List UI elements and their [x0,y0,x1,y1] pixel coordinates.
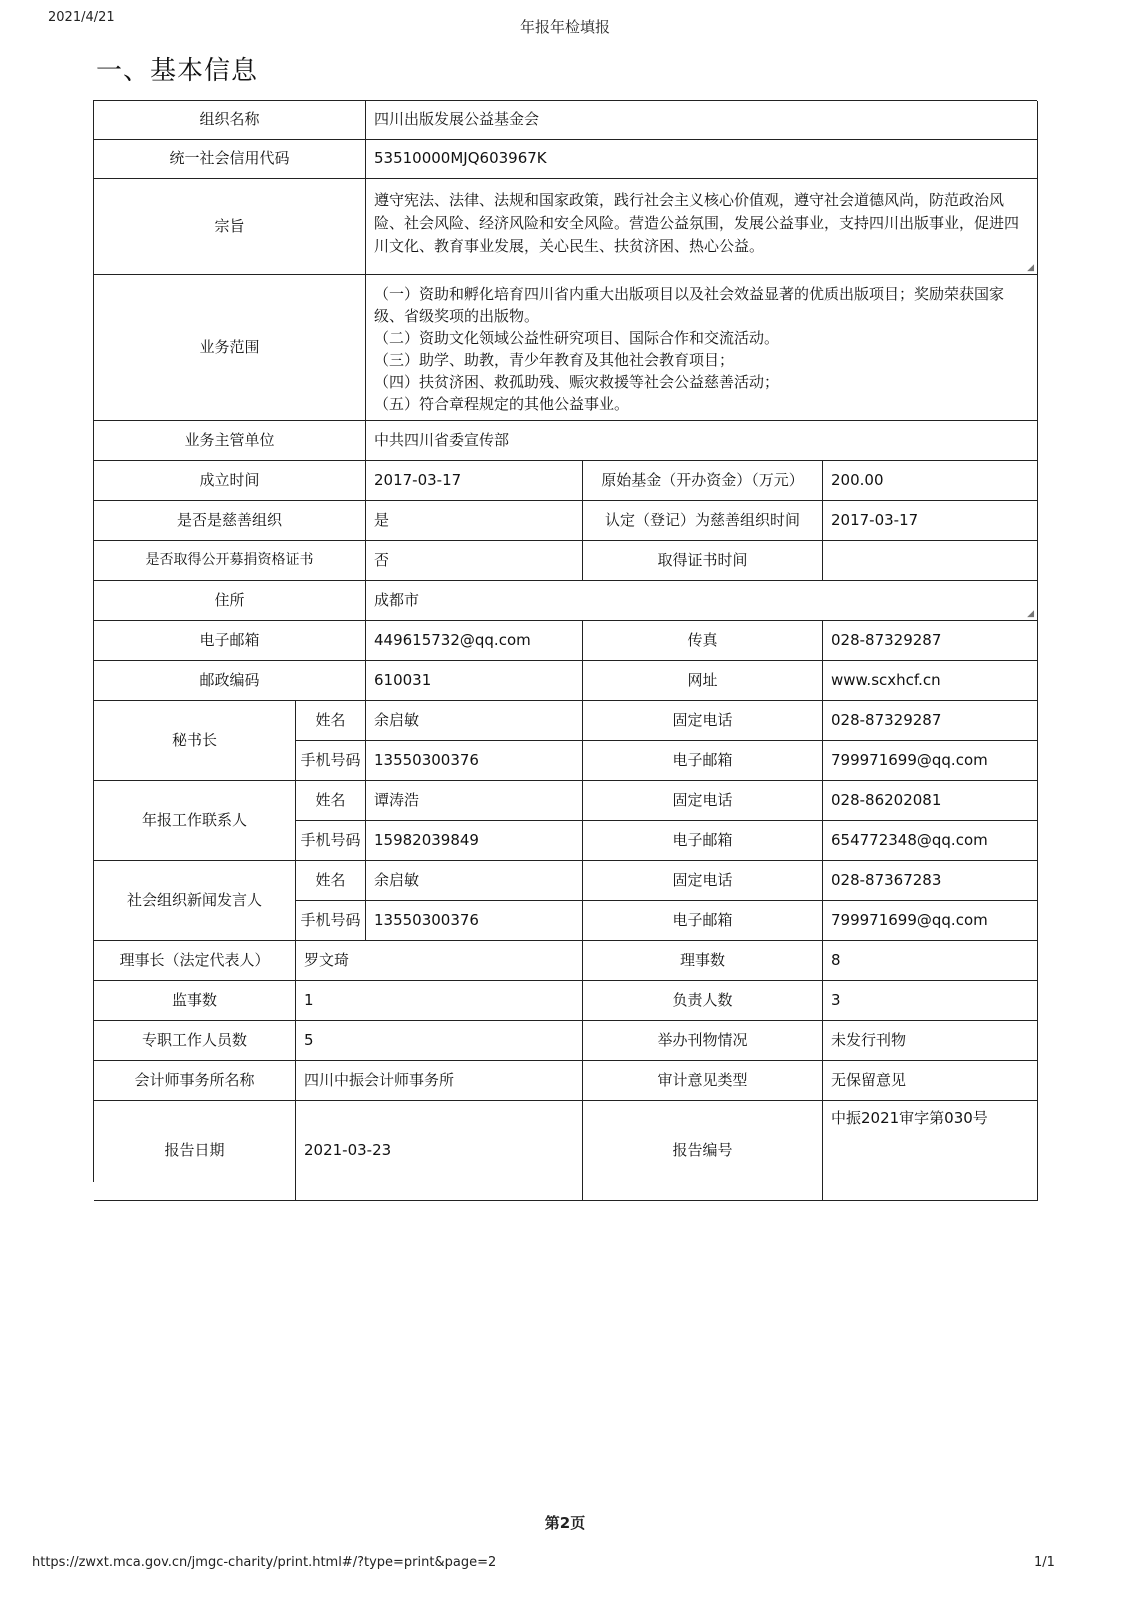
contact-email-value: 654772348@qq.com [823,821,1038,861]
directors-label: 理事数 [583,941,823,981]
fund-label: 原始基金（开办资金）（万元） [583,461,823,501]
contact-mobile-value: 15982039849 [366,821,583,861]
scope-item: （五）符合章程规定的其他公益事业。 [374,395,630,413]
leaders-value: 3 [823,981,1038,1021]
spokesperson-mobile-label: 手机号码 [296,901,366,941]
address-label: 住所 [94,581,366,621]
fundraise-label: 是否取得公开募捐资格证书 [94,541,366,581]
report-no-label: 报告编号 [583,1101,823,1201]
spokesperson-name-label: 姓名 [296,861,366,901]
spokesperson-email-value: 799971699@qq.com [823,901,1038,941]
scope-item: （四）扶贫济困、救孤助残、赈灾救援等社会公益慈善活动； [374,373,780,391]
spokesperson-label: 社会组织新闻发言人 [94,861,296,941]
address-text: 成都市 [374,590,420,609]
purpose-label: 宗旨 [94,179,366,275]
secretary-mobile-label: 手机号码 [296,741,366,781]
supervisors-value: 1 [296,981,583,1021]
cert-date-value [823,541,1038,581]
chair-label: 理事长（法定代表人） [94,941,296,981]
report-date-label: 报告日期 [94,1101,296,1201]
secretary-email-label: 电子邮箱 [583,741,823,781]
contact-label: 年报工作联系人 [94,781,296,861]
page-header-title: 年报年检填报 [519,18,610,36]
fax-value: 028-87329287 [823,621,1038,661]
website-label: 网址 [583,661,823,701]
secretary-email-value: 799971699@qq.com [823,741,1038,781]
footer-page-count: 1/1 [1034,1555,1055,1570]
spokesperson-phone-value: 028-87367283 [823,861,1038,901]
secretary-name-label: 姓名 [296,701,366,741]
staff-value: 5 [296,1021,583,1061]
org-name-value: 四川出版发展公益基金会 [366,101,1038,140]
spokesperson-mobile-value: 13550300376 [366,901,583,941]
resize-handle-icon: ◢ [1027,263,1034,273]
secretary-phone-value: 028-87329287 [823,701,1038,741]
founded-label: 成立时间 [94,461,366,501]
address-value [366,581,1038,621]
contact-name-label: 姓名 [296,781,366,821]
scope-value [366,275,1038,421]
leaders-label: 负责人数 [583,981,823,1021]
chair-value: 罗文琦 [296,941,583,981]
print-date: 2021/4/21 [48,10,115,25]
spokesperson-phone-label: 固定电话 [583,861,823,901]
secretary-name-value: 余启敏 [366,701,583,741]
scope-item: （三）助学、助教，青少年教育及其他社会教育项目； [374,351,735,369]
website-value: www.scxhcf.cn [823,661,1038,701]
scope-label: 业务范围 [94,275,366,421]
contact-name-value: 谭涛浩 [366,781,583,821]
email-label: 电子邮箱 [94,621,366,661]
postcode-label: 邮政编码 [94,661,366,701]
supervisors-label: 监事数 [94,981,296,1021]
spokesperson-name-value: 余启敏 [366,861,583,901]
email-value: 449615732@qq.com [366,621,583,661]
credit-code-value: 53510000MJQ603967K [366,140,1038,179]
spokesperson-email-label: 电子邮箱 [583,901,823,941]
contact-phone-label: 固定电话 [583,781,823,821]
supervisor-label: 业务主管单位 [94,421,366,461]
fund-value: 200.00 [823,461,1038,501]
purpose-value [366,179,1038,275]
contact-phone-value: 028-86202081 [823,781,1038,821]
scope-item: （一）资助和孵化培育四川省内重大出版项目以及社会效益显著的优质出版项目；奖励荣获国家级、省级奖项的出版物。 [374,285,1005,325]
audit-type-value: 无保留意见 [823,1061,1038,1101]
section-title: 一、基本信息 [96,56,259,86]
postcode-value: 610031 [366,661,583,701]
scope-item: （二）资助文化领域公益性研究项目、国际合作和交流活动。 [374,329,780,347]
resize-handle-icon: ◢ [1027,609,1034,619]
page-number: 第2页 [544,1514,586,1532]
charity-date-value: 2017-03-17 [823,501,1038,541]
audit-firm-value: 四川中振会计师事务所 [296,1061,583,1101]
report-date-value: 2021-03-23 [296,1101,583,1201]
charity-value: 是 [366,501,583,541]
credit-code-label: 统一社会信用代码 [94,140,366,179]
secretary-mobile-value: 13550300376 [366,741,583,781]
fax-label: 传真 [583,621,823,661]
secretary-phone-label: 固定电话 [583,701,823,741]
audit-firm-label: 会计师事务所名称 [94,1061,296,1101]
secretary-label: 秘书长 [94,701,296,781]
audit-type-label: 审计意见类型 [583,1061,823,1101]
contact-mobile-label: 手机号码 [296,821,366,861]
charity-date-label: 认定（登记）为慈善组织时间 [583,501,823,541]
publication-label: 举办刊物情况 [583,1021,823,1061]
founded-value: 2017-03-17 [366,461,583,501]
basic-info-table [93,100,1037,1182]
supervisor-value: 中共四川省委宣传部 [366,421,1038,461]
report-no-value: 中振2021审字第030号 [823,1101,1038,1201]
footer-url: https://zwxt.mca.gov.cn/jmgc-charity/print.html#/?type=print&page=2 [32,1555,497,1570]
publication-value: 未发行刊物 [823,1021,1038,1061]
cert-date-label: 取得证书时间 [583,541,823,581]
org-name-label: 组织名称 [94,101,366,140]
staff-label: 专职工作人员数 [94,1021,296,1061]
fundraise-value: 否 [366,541,583,581]
contact-email-label: 电子邮箱 [583,821,823,861]
directors-value: 8 [823,941,1038,981]
purpose-text: 遵守宪法、法律、法规和国家政策，践行社会主义核心价值观，遵守社会道德风尚，防范政治风险、社会风险、经济风险和安全风险。营造公益氛围，发展公益事业，支持四川出版事业，促进四川文化、教育事业发展，关心民生、扶贫济困、热心公益。 [374,191,1020,255]
charity-label: 是否是慈善组织 [94,501,366,541]
